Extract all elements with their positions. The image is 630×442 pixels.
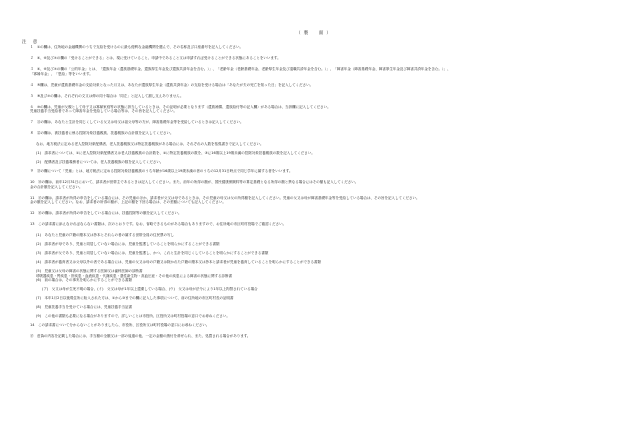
note-13-4	[22, 260, 614, 269]
note-15-line-1: ⑮ 虚偽の内容を記載した場合には、手当額の全額又は一部の返還の他、一定の金額の納付を命ぜられ、また、処罰される場合があります。	[30, 334, 251, 339]
note-10-line-1: 10 ⑭の欄は、前年12月31日において、請求者が世帯主であるときは記入してください。また、前年の所得の額が、国民健康保険料等の算定基礎となる所得の額と異なる場合にはその額も記入してください。	[30, 180, 359, 185]
note-9	[22, 169, 614, 180]
note-12	[22, 211, 614, 222]
note-13-1	[22, 233, 614, 242]
note-4-line-1: ４ ⑤欄は、児童が遺族基礎年金の支給対象となった月又は、あなたが遺族厚生年金（遺族共済年金）の支給を受ける場合は「あなたが夫の死亡を知った日」を記入してください。	[30, 82, 314, 87]
note-7-line-1: ７ ⑪の欄は、あなたと生計を同じくしている父又は母又は祖父母等の方が、障害基礎年金等を受給しているときは記入してください。	[30, 120, 244, 125]
note-5-line-1: ５ ⑧及び⑦の欄は、それぞれの文又は伸の同十場合は「同左」と記入して割し支えありません。	[30, 93, 184, 98]
note-8-a-line-1: なお、地方税法に定める老人控除対象配偶者、老人扶養親族又は特定扶養親族がある場合には、それぞれの人数を括弧書きで記入してください。	[36, 142, 264, 147]
note-13-7-line-1: (7) 本年1月2日以後現住所に転入された方は、①から③までの欄に記入した事項について、前の住所地の市区町村長の証明書	[36, 296, 234, 301]
note-13-5	[22, 269, 614, 278]
note-13-9-line-1: (9) この他の書類も必要になる場合がありますので、詳しいことは市役所、区役所又は町村役場の窓口でお尋ねください。	[36, 314, 230, 319]
note-2	[22, 56, 614, 67]
note-8-2-line-1: (2) 配偶者及び扶養義務者については、老人扶養親族の数を記入してください。	[36, 160, 164, 165]
note-9-line-1: ９ ⑬の欄について「児童」とは、地方税法に定める控除対象扶養親族のうち年齢が16歳以上19歳未満の者のうちの12月31日時点で同じ学年に属する者をいいます。	[30, 169, 293, 174]
note-13-5-line-1: (5) 児童又は父母の障害の状態に関する医師又は歯科医師の診断書	[36, 269, 143, 274]
note-11-line-2: 金の額を記入してください。なお、請求者の所得の額が、上記の額を下回る場合は、その差額についても記入してください。	[30, 200, 226, 205]
document-title: （裏 面）	[296, 31, 334, 36]
note-6-line-1: ６ ⑩の欄は、児童が父親として母子又は寡婦家庭等の状態に該当しているときは、その証明が必要となります（遺族補償、遺族給付等の記入欄）がある場合は、当該欄に記入してください。	[30, 104, 331, 109]
note-13-4-line-1: (4) 請求者が養育者又は父母以外の者である場合には、児童の父又は母の戸籍又は除かれた戸籍の謄本又は抄本と請求者が児童を養育していることを明らかにすることができる書類	[36, 260, 321, 265]
note-6-line-2: 児童扶養手当受給者であって障害年金を受給している場合等は、その旨を記入してください。	[30, 109, 177, 114]
note-11	[22, 196, 614, 212]
note-13-8-line-1: (8) 児童扶養手当を受けている場合には、児童扶養手当証書	[36, 305, 132, 310]
note-1	[22, 45, 614, 56]
note-4	[22, 83, 614, 94]
note-13-9	[22, 314, 614, 323]
note-8-1-line-1: (1) 請求者については、①に老人控除対象配偶者又は老人扶養親族の合計数を、②に特定扶養親族の数を、③に16歳以上19歳未満の控除対象扶養親族の数を記入してください。	[36, 151, 315, 156]
note-7	[22, 120, 614, 131]
note-3	[22, 67, 614, 83]
note-3-line-2: 「寡婦年金」、「恩給」等をいいます。	[30, 71, 93, 76]
note-13-6-a	[22, 287, 614, 296]
note-13-2	[22, 242, 614, 251]
note-13-2-line-1: (2) 請求者が母であり、児童と同居していない場合には、児童を監護していることを明らかにすることができる書類	[36, 242, 220, 247]
note-13-6	[22, 278, 614, 287]
note-13-3-line-1: (3) 請求者が父であり、児童と同居していない場合には、児童を監護し、かつ、これと生計を同じくしていることを明らかにすることができる書類	[36, 251, 269, 256]
note-11-line-1: 11 ⑮の欄は、請求者が所得の申告をしている場合には、その児童のほか、請求者が父又は母であるときは、その児童の母又は父の所得額を記入してください。児童の父又は母が障害基礎年金等を受給している場合は、その旨を記入してください。	[30, 195, 420, 200]
note-8	[22, 131, 614, 142]
note-10-line-2: 金の合計額を記入してください。	[30, 184, 83, 189]
note-13-line-1: 13 この請求書に添えなければならない書類は、次のとおりです。なお、省略できるものがある場合もありますので、お住所地の市区町村役場でご確認ください。	[30, 222, 287, 227]
note-3-line-1: ３ ④、⑥及び⑦の欄の「公的年金」とは、「遺族年金（遺族基礎年金、遺族厚生年金及び遺族共済年金を含む。）」、「老齢年金（老齢基礎年金、老齢厚生年金及び退職共済年金を含む。）」、「障害年金（障害基礎年金、障害厚生年金及び障害共済年金を含む。）」、	[30, 67, 451, 71]
notes-list	[22, 45, 614, 345]
note-6	[22, 105, 614, 121]
note-13-5-line-2: 呼吸器疾患・腎疾患・肝疾患・血液疾患・代謝疾患・悪性新生物・高血圧症・その他の疾患による障害の状態に関する診断書	[36, 273, 232, 278]
note-13-3	[22, 251, 614, 260]
note-5	[22, 94, 614, 105]
note-13	[22, 222, 614, 233]
note-1-line-1: １ ①の欄は、住所地の金融機関のうちで支給を受けるのに最も便利な金融機関を選んで、その名称及び口座番号を記入してください。	[30, 45, 244, 49]
note-8-line-1: ８ ⑫の欄は、被扶養者に係る控除対象扶養親族、扶養親族の合計数を記入してください。	[30, 131, 174, 136]
note-8-2	[22, 160, 614, 169]
note-10	[22, 180, 614, 196]
note-13-6-line-1: (6) 前の場合は、その事実を明らかにすることができる書類	[36, 278, 132, 283]
note-14-line-1: 14 この請求書について分からないことがありましたら、市役所、区役所又は町村役場の窓口にお尋ねください。	[30, 323, 210, 328]
note-8-a	[22, 142, 614, 151]
note-15	[22, 334, 614, 345]
note-2-line-1: ２ ④、⑥及び⑦の欄の「受けることができる」とは、現に受けていること、申請中であること又は申請すれば受けることができる状態にあることをいいます。	[30, 56, 281, 60]
note-13-8	[22, 305, 614, 314]
note-13-6-a-line-1: (ア) 父又は母が生死不明の場合、(イ) 父又は母が1年以上遺棄している場合、(ウ) 父又は母が法令により1年以上拘禁されている場合	[42, 287, 258, 292]
note-13-7	[22, 296, 614, 305]
note-14	[22, 323, 614, 334]
note-12-line-1: 12 ⑯の欄は、請求者が所得の申告をしている場合には、扶養控除等の額を記入してください。	[30, 211, 182, 216]
notes-heading: 注 意	[22, 40, 39, 45]
note-13-1-line-1: (1) あなたと児童の戸籍の謄本又は抄本とそれらの者の属する世帯全員の住民票の写し	[36, 233, 174, 238]
note-8-1	[22, 151, 614, 160]
